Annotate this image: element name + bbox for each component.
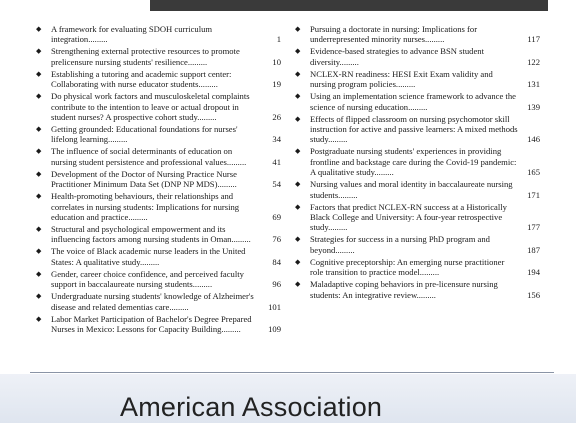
toc-entry-page: 131 xyxy=(527,79,540,90)
dot-leader: ......... xyxy=(221,324,241,335)
diamond-bullet-icon: ◆ xyxy=(36,92,42,101)
dot-leader: ......... xyxy=(169,301,189,312)
toc-entry-page: 122 xyxy=(527,56,540,67)
toc-entry-title: Structural and psychological empowerment and its influencing factors among nursing students in Oman xyxy=(51,224,232,245)
toc-entry-page: 156 xyxy=(527,289,540,300)
toc-entry-page: 171 xyxy=(527,189,540,200)
toc-entry-page: 165 xyxy=(527,167,540,178)
toc-entry-page: 69 xyxy=(272,212,281,223)
toc-entry-page: 146 xyxy=(527,134,540,145)
toc-entry-title: Factors that predict NCLEX-RN success at a Historically Black College and University: A four-year retrospective study xyxy=(310,201,507,233)
diamond-bullet-icon: ◆ xyxy=(295,25,301,33)
toc-entry-title: Gender, career choice confidence, and perceived faculty support in baccalaureate nursing students xyxy=(51,268,244,290)
diamond-bullet-icon: ◆ xyxy=(36,69,42,78)
dot-leader: ......... xyxy=(226,156,247,167)
toc-entry-page: 10 xyxy=(272,56,281,67)
divider-rule xyxy=(30,372,554,373)
dot-leader: ......... xyxy=(231,234,251,245)
toc-entry-page: 194 xyxy=(527,267,540,278)
diamond-bullet-icon: ◆ xyxy=(36,314,42,323)
dot-leader: ......... xyxy=(108,134,128,145)
toc-entry[interactable] xyxy=(36,124,281,145)
diamond-bullet-icon: ◆ xyxy=(36,169,42,178)
top-header-bar xyxy=(0,0,576,14)
toc-entry[interactable] xyxy=(36,269,281,290)
toc-entry-page: 139 xyxy=(527,101,540,112)
toc-entry[interactable] xyxy=(295,202,540,233)
dot-leader: ......... xyxy=(197,112,217,123)
diamond-bullet-icon: ◆ xyxy=(36,225,42,234)
toc-entry-title: Getting grounded: Educational foundations for nurses' lifelong learning xyxy=(51,124,238,145)
dot-leader: ......... xyxy=(425,34,445,45)
diamond-bullet-icon: ◆ xyxy=(36,292,42,301)
toc-entry[interactable] xyxy=(36,24,281,45)
toc-entry[interactable] xyxy=(295,69,540,90)
toc-entry-title: Strategies for success in a nursing PhD program and beyond xyxy=(310,234,490,255)
toc-entry[interactable] xyxy=(36,69,281,90)
toc-entry[interactable] xyxy=(36,91,281,122)
dot-leader: ......... xyxy=(408,101,428,112)
diamond-bullet-icon: ◆ xyxy=(36,47,42,56)
toc-entry-page: 26 xyxy=(272,112,281,123)
toc-entry-title: The voice of Black academic nurse leaders in the United States: A qualitative study xyxy=(51,246,246,267)
toc-entry-title: Labor Market Participation of Bachelor's Degree Prepared Nurses in Mexico: Lessons for Capacity Building xyxy=(51,313,252,335)
dot-leader: ......... xyxy=(339,56,359,67)
toc-entry[interactable] xyxy=(36,246,281,267)
toc-entry-page: 19 xyxy=(272,79,281,90)
toc-entry-page: 76 xyxy=(272,234,281,245)
dot-leader: ......... xyxy=(374,167,394,178)
toc-entry[interactable] xyxy=(36,191,281,222)
toc-entry-page: 41 xyxy=(272,156,281,167)
toc-entry-page: 34 xyxy=(272,134,281,145)
diamond-bullet-icon: ◆ xyxy=(295,47,301,56)
toc-entry-title: Cognitive preceptorship: An emerging nurse practitioner role transition to practice model xyxy=(310,256,505,278)
toc-entry-title: The influence of social determinants of education on nursing student persistence and professional values xyxy=(51,146,233,167)
toc-entry-page: 101 xyxy=(268,301,281,312)
dot-leader: ......... xyxy=(338,189,358,200)
diamond-bullet-icon: ◆ xyxy=(36,147,42,156)
toc-entry-page: 187 xyxy=(527,244,540,255)
dot-leader: ......... xyxy=(88,34,108,45)
toc-entry[interactable] xyxy=(295,279,540,300)
dot-leader: ......... xyxy=(128,212,148,223)
dot-leader: ......... xyxy=(395,79,416,90)
toc-entry-title: Undergraduate nursing students' knowledge of Alzheimer's disease and related dementias care xyxy=(51,291,254,312)
diamond-bullet-icon: ◆ xyxy=(295,257,301,266)
toc-entry-title: Development of the Doctor of Nursing Practice Nurse Practitioner Minimum Data Set (DNP NP MDS) xyxy=(51,168,237,190)
toc-entry[interactable] xyxy=(36,169,281,190)
dot-leader: ......... xyxy=(416,289,436,300)
diamond-bullet-icon: ◆ xyxy=(295,147,301,156)
org-name: American Association xyxy=(120,392,383,422)
dot-leader: ......... xyxy=(335,244,355,255)
toc-entry[interactable] xyxy=(36,46,281,67)
toc-entry-page: 117 xyxy=(527,34,540,45)
dot-leader: ......... xyxy=(419,267,440,278)
toc-entry[interactable] xyxy=(295,234,540,255)
diamond-bullet-icon: ◆ xyxy=(36,125,42,134)
table-of-contents xyxy=(36,24,538,364)
dot-leader: ......... xyxy=(328,222,348,233)
toc-entry-page: 96 xyxy=(272,279,281,290)
diamond-bullet-icon: ◆ xyxy=(295,235,301,244)
toc-right-column xyxy=(295,24,540,302)
toc-entry[interactable] xyxy=(36,224,281,245)
toc-entry[interactable] xyxy=(295,24,540,45)
diamond-bullet-icon: ◆ xyxy=(36,247,42,256)
dot-leader: ......... xyxy=(139,256,160,267)
toc-entry-page: 1 xyxy=(276,34,281,45)
header-band xyxy=(150,0,548,11)
toc-entry-title: Do physical work factors and musculoskeletal complaints contribute to the intention to leave or actual dropout in student nurses? A prospective cohort study xyxy=(51,91,250,123)
diamond-bullet-icon: ◆ xyxy=(295,92,301,101)
diamond-bullet-icon: ◆ xyxy=(36,25,42,33)
diamond-bullet-icon: ◆ xyxy=(36,192,42,201)
toc-entry-title: A framework for evaluating SDOH curriculum integration xyxy=(51,24,213,45)
toc-entry[interactable] xyxy=(36,146,281,167)
toc-entry-title: Using an implementation science framework to advance the science of nursing education xyxy=(310,91,516,112)
dot-leader: ......... xyxy=(217,179,237,190)
toc-entry-title: Effects of flipped classroom on nursing psychomotor skill instruction for active and passive learners: A mixed methods study xyxy=(310,113,518,145)
dot-leader: ......... xyxy=(187,56,208,67)
toc-entry-title: Maladaptive coping behaviors in pre-licensure nursing students: An integrative review xyxy=(310,279,498,300)
toc-entry-title: Evidence-based strategies to advance BSN student diversity xyxy=(310,46,484,67)
toc-entry-page: 109 xyxy=(268,324,281,335)
toc-entry[interactable] xyxy=(36,291,281,312)
toc-entry-page: 84 xyxy=(272,256,281,267)
toc-entry[interactable] xyxy=(295,179,540,200)
dot-leader: ......... xyxy=(328,134,348,145)
toc-entry[interactable] xyxy=(36,314,281,335)
diamond-bullet-icon: ◆ xyxy=(295,280,301,289)
toc-entry-page: 177 xyxy=(527,222,540,233)
toc-entry[interactable] xyxy=(295,257,540,278)
diamond-bullet-icon: ◆ xyxy=(295,114,301,123)
dot-leader: ......... xyxy=(198,79,218,90)
toc-entry-page: 54 xyxy=(272,179,281,190)
toc-entry-title: Health-promoting behaviours, their relationships and correlates in nursing students: Implications for nursing education and practice xyxy=(51,191,240,223)
toc-entry-title: Pursuing a doctorate in nursing: Implications for underrepresented minority nurses xyxy=(310,24,478,45)
toc-entry-title: Strengthening external protective resources to promote prelicensure nursing students' resilience xyxy=(51,46,240,67)
toc-entry[interactable] xyxy=(295,91,540,112)
toc-entry[interactable] xyxy=(295,46,540,67)
toc-left-column xyxy=(36,24,281,336)
dot-leader: ......... xyxy=(192,279,213,290)
diamond-bullet-icon: ◆ xyxy=(295,180,301,189)
diamond-bullet-icon: ◆ xyxy=(36,269,42,278)
toc-entry[interactable] xyxy=(295,146,540,177)
diamond-bullet-icon: ◆ xyxy=(295,69,301,78)
toc-entry-title: Establishing a tutoring and academic support center: Collaborating with nurse educator students xyxy=(51,68,232,90)
toc-entry-title: NCLEX-RN readiness: HESI Exit Exam validity and nursing program policies xyxy=(310,68,493,90)
diamond-bullet-icon: ◆ xyxy=(295,202,301,211)
toc-entry-title: Nursing values and moral identity in baccalaureate nursing students xyxy=(310,179,513,200)
toc-entry-title: Postgraduate nursing students' experiences in providing frontline and backstage care during the Covid-19 pandemic: A qualitative study xyxy=(310,146,517,178)
toc-entry[interactable] xyxy=(295,114,540,145)
